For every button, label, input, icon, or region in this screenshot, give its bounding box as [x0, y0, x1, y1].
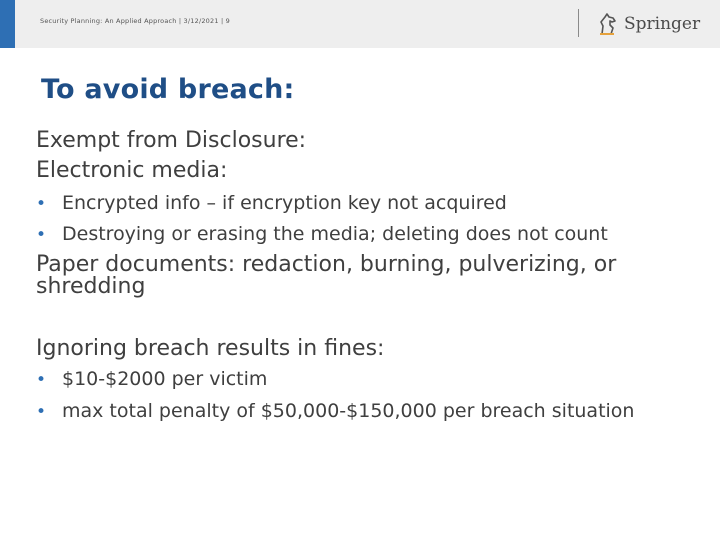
header-accent-bar [0, 0, 15, 48]
bullet-max-penalty [36, 400, 634, 422]
header-divider [578, 9, 579, 37]
electronic-media-line: Electronic media: [36, 158, 228, 183]
springer-horse-icon [598, 12, 620, 36]
bullet-text: Destroying or erasing the media; deleting does not count [62, 223, 608, 245]
bullet-text: Encrypted info – if encryption key not acquired [62, 192, 507, 214]
springer-logo-text: Springer [624, 14, 701, 34]
fines-heading: Ignoring breach results in fines: [36, 336, 385, 361]
bullet-text: max total penalty of $50,000-$150,000 per breach situation [62, 400, 635, 422]
paper-documents-line: Paper documents: redaction, burning, pulverizing, or [36, 252, 617, 277]
bullet-encrypted [36, 192, 507, 214]
springer-logo [598, 9, 700, 39]
bullet-dot: • [36, 402, 47, 422]
bullet-per-victim [36, 368, 267, 390]
header-footer-text: Security Planning: An Applied Approach | 3/12/2021 | 9 [40, 17, 230, 25]
bullet-dot: • [36, 225, 47, 245]
exempt-line: Exempt from Disclosure: [36, 128, 307, 153]
bullet-dot: • [36, 194, 47, 214]
slide-header [0, 0, 720, 48]
bullet-destroying [36, 223, 608, 245]
paper-documents-line-2: shredding [36, 274, 146, 299]
slide-title: To avoid breach: [41, 74, 295, 105]
bullet-dot: • [36, 370, 47, 390]
bullet-text: $10-$2000 per victim [62, 368, 268, 390]
